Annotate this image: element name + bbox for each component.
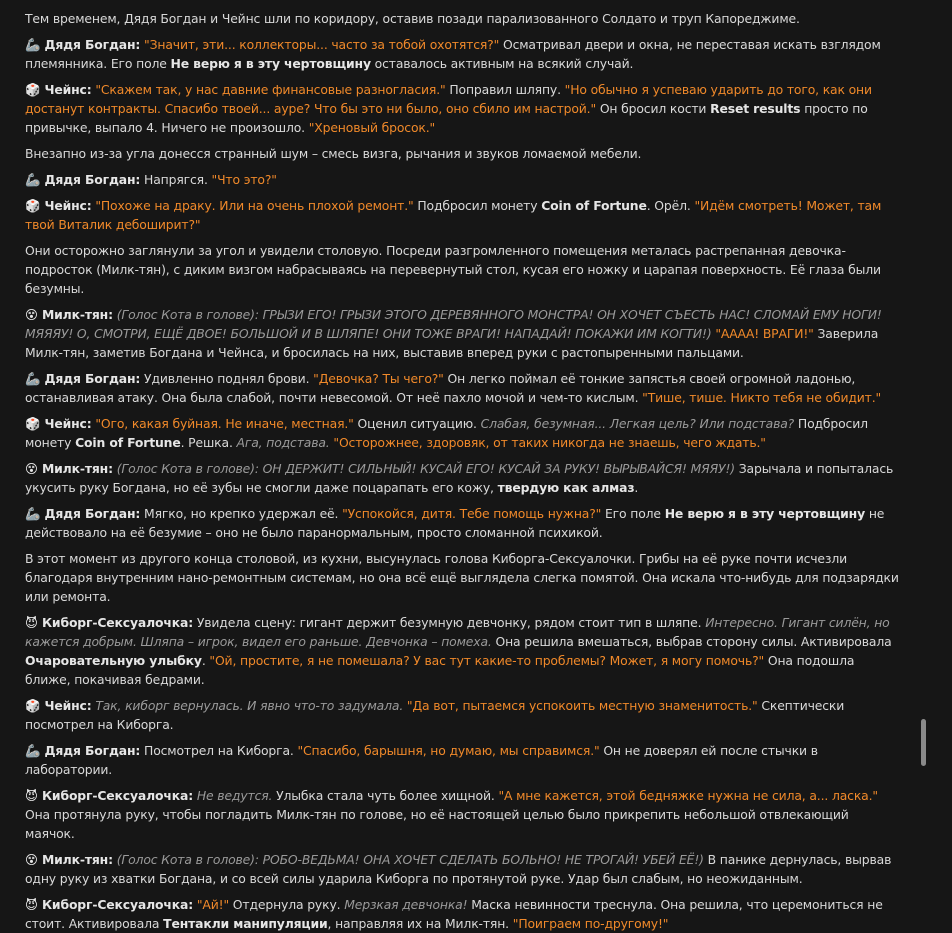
dialogue-quote: "Ого, какая буйная. Не иначе, местная." bbox=[95, 416, 354, 431]
speaker-emoji-icon: 🎲 bbox=[25, 416, 45, 431]
bold-text: Дядя Богдан: bbox=[44, 172, 141, 187]
story-paragraph bbox=[25, 696, 899, 734]
thought-text: Так, киборг вернулась. И явно что-то задумала. bbox=[95, 698, 404, 713]
speaker-emoji-icon: 🦾 bbox=[25, 506, 45, 521]
story-paragraph bbox=[25, 35, 899, 73]
bold-text: Милк-тян: bbox=[41, 307, 113, 322]
narration-text: Подбросил монету bbox=[25, 416, 868, 450]
speaker-emoji-icon: 😈 bbox=[25, 897, 42, 912]
bold-text: Киборг-Сексуалочка: bbox=[41, 897, 194, 912]
narration-text: Отдернула руку. bbox=[229, 897, 345, 912]
narration-text: Подбросил монету bbox=[413, 198, 542, 213]
story-paragraph bbox=[25, 241, 899, 298]
bold-text: твердую как алмаз bbox=[497, 480, 635, 495]
narration-text: Тем временем, Дядя Богдан и Чейнс шли по коридору, оставив позади парализованного Солдато и труп Капореджиме. bbox=[25, 11, 800, 26]
narration-text: не действовало на её безумие – оно не было паранормальным, просто сломанной психикой. bbox=[25, 506, 885, 540]
dialogue-quote: "Поиграем по-другому!" bbox=[512, 916, 669, 931]
bold-text: Милк-тян: bbox=[41, 852, 113, 867]
narration-text: Улыбка стала чуть более хищной. bbox=[272, 788, 499, 803]
dialogue-quote: "Ой, простите, я не помешала? У вас тут какие-то проблемы? Может, я могу помочь?" bbox=[209, 653, 765, 668]
dialogue-quote: "Но обычно я успеваю ударить до того, как они достанут контракты. Спасибо твоей... ауре? Что бы это ни было, оно сбило им настрой." bbox=[25, 82, 872, 116]
bold-text: Киборг-Сексуалочка: bbox=[41, 615, 194, 630]
bold-text: Не верю я в эту чертовщину bbox=[170, 56, 371, 71]
narration-text: , направляя их на Милк-тян. bbox=[327, 916, 513, 931]
speaker-emoji-icon: 🎲 bbox=[25, 198, 45, 213]
speaker-emoji-icon: 😈 bbox=[25, 788, 42, 803]
narration-text: . Решка. bbox=[180, 435, 237, 450]
speaker-emoji-icon: 🦾 bbox=[25, 743, 45, 758]
thought-text: (Голос Кота в голове): РОБО-ВЕДЬМА! ОНА ХОЧЕТ СДЕЛАТЬ БОЛЬНО! НЕ ТРОГАЙ! УБЕЙ ЕЁ!) bbox=[116, 852, 704, 867]
dialogue-quote: "Тише, тише. Никто тебя не обидит." bbox=[642, 390, 882, 405]
thought-text: Не ведутся. bbox=[196, 788, 273, 803]
speaker-emoji-icon: 🎲 bbox=[25, 698, 45, 713]
bold-text: Дядя Богдан: bbox=[44, 743, 141, 758]
bold-text: Киборг-Сексуалочка: bbox=[41, 788, 194, 803]
speaker-emoji-icon: 🦾 bbox=[25, 172, 45, 187]
story-paragraph bbox=[25, 144, 899, 163]
chat-message-text bbox=[25, 9, 899, 931]
narration-text: Удивленно поднял брови. bbox=[140, 371, 314, 386]
dialogue-quote: "Скажем так, у нас давние финансовые разногласия." bbox=[95, 82, 446, 97]
narration-text: . bbox=[634, 480, 639, 495]
story-paragraph bbox=[25, 170, 899, 189]
story-paragraph bbox=[25, 305, 899, 362]
dialogue-quote: "Значит, эти... коллекторы... часто за тобой охотятся?" bbox=[144, 37, 500, 52]
narration-text: Она протянула руку, чтобы погладить Милк-тян по голове, но её настоящей целью было прикрепить небольшой отвлекающий маячок. bbox=[25, 807, 849, 841]
narration-text: Поправил шляпу. bbox=[445, 82, 565, 97]
story-paragraph bbox=[25, 741, 899, 779]
narration-text: Она решила вмешаться, выбрав сторону силы. Активировала bbox=[491, 634, 892, 649]
narration-text: Скептически посмотрел на Киборга. bbox=[25, 698, 845, 732]
dialogue-quote: "Девочка? Ты чего?" bbox=[313, 371, 444, 386]
story-paragraph bbox=[25, 613, 899, 689]
bold-text: Чейнс: bbox=[44, 416, 92, 431]
narration-text: Увидела сцену: гигант держит безумную девчонку, рядом стоит тип в шляпе. bbox=[193, 615, 706, 630]
dialogue-quote: "Спасибо, барышня, но думаю, мы справимся." bbox=[297, 743, 600, 758]
dialogue-quote: "Успокойся, дитя. Тебе помощь нужна?" bbox=[342, 506, 602, 521]
narration-text: Зарычала и попыталась укусить руку Богдана, но её зубы не смогли даже поцарапать его кожу, bbox=[25, 461, 894, 495]
story-paragraph bbox=[25, 504, 899, 542]
bold-text: Чейнс: bbox=[44, 82, 92, 97]
narration-text: . Орёл. bbox=[646, 198, 695, 213]
speaker-emoji-icon: 😵 bbox=[25, 307, 42, 322]
narration-text: Заверила Милк-тян, заметив Богдана и Чейнса, и бросилась на них, выставив вперед руки с растопыренными пальцами. bbox=[25, 326, 879, 360]
thought-text: Мерзкая девчонка! bbox=[344, 897, 468, 912]
narration-text: Внезапно из-за угла донесся странный шум – смесь визга, рычания и звуков ломаемой мебели. bbox=[25, 146, 642, 161]
speaker-emoji-icon: 😵 bbox=[25, 852, 42, 867]
story-paragraph bbox=[25, 414, 899, 452]
thought-text: (Голос Кота в голове): ГРЫЗИ ЕГО! ГРЫЗИ ЭТОГО ДЕРЕВЯННОГО МОНСТРА! ОН ХОЧЕТ СЪЕСТЬ НАС! СЛОМАЙ ЕМУ НОГИ! МЯЯЯУ! О, СМОТРИ, ЕЩЁ ДВОЕ! БОЛЬШОЙ И В ШЛЯПЕ! ОНИ ТОЖЕ ВРАГИ! НАПАДАЙ! ПОКАЖИ ИМ КОГТИ!) bbox=[25, 307, 882, 341]
narration-text: Они осторожно заглянули за угол и увидели столовую. Посреди разгромленного помещения металась растрепанная девочка-подросток (Милк-тян), с диким визгом набрасываясь на перевернутый стол, кусая его ножку и царапая поверхность. Её глаза были безумны. bbox=[25, 243, 881, 296]
bold-text: Тентакли манипуляции bbox=[163, 916, 328, 931]
dialogue-quote: "Да вот, пытаемся успокоить местную знаменитость." bbox=[406, 698, 758, 713]
dialogue-quote: "Хреновый бросок." bbox=[308, 120, 436, 135]
narration-text: Маска невинности треснула. Она решила, что церемониться не стоит. Активировала bbox=[25, 897, 883, 931]
bold-text: Очаровательную улыбку bbox=[25, 653, 202, 668]
bold-text: Coin of Fortune bbox=[541, 198, 647, 213]
bold-text: Дядя Богдан: bbox=[44, 37, 141, 52]
narration-text: В этот момент из другого конца столовой, из кухни, высунулась голова Киборга-Сексуалочки. Грибы на её руке почти исчезли благодаря внутренним нано-ремонтным системам, но она всё ещё выглядела слегка помятой. Она искала что-нибудь для подзарядки или ремонта. bbox=[25, 551, 899, 604]
narration-text: Оценил ситуацию. bbox=[353, 416, 481, 431]
bold-text: Coin of Fortune bbox=[75, 435, 181, 450]
narration-text: Она подошла ближе, покачивая бедрами. bbox=[25, 653, 855, 687]
speaker-emoji-icon: 😵 bbox=[25, 461, 42, 476]
story-paragraph bbox=[25, 895, 899, 933]
story-paragraph bbox=[25, 459, 899, 497]
bold-text: Чейнс: bbox=[44, 698, 92, 713]
thought-text: Слабая, безумная... Легкая цель? Или подстава? bbox=[480, 416, 795, 431]
scrollbar-thumb[interactable] bbox=[921, 719, 926, 766]
narration-text: просто по привычке, выпало 4. Ничего не произошло. bbox=[25, 101, 868, 135]
bold-text: Reset results bbox=[710, 101, 801, 116]
speaker-emoji-icon: 🦾 bbox=[25, 37, 45, 52]
scrollbar[interactable] bbox=[918, 0, 932, 844]
narration-text: Он не доверял ей после стычки в лаборатории. bbox=[25, 743, 818, 777]
thought-text: Ага, подстава. bbox=[236, 435, 330, 450]
narration-text: Посмотрел на Киборга. bbox=[140, 743, 298, 758]
bold-text: Не верю я в эту чертовщину bbox=[664, 506, 866, 521]
narration-text: оставалось активным на всякий случай. bbox=[370, 56, 634, 71]
speaker-emoji-icon: 🎲 bbox=[25, 82, 45, 97]
story-paragraph bbox=[25, 196, 899, 234]
story-paragraph bbox=[25, 786, 899, 843]
narration-text: Мягко, но крепко удержал её. bbox=[140, 506, 343, 521]
narration-text: Его поле bbox=[601, 506, 665, 521]
narration-text: В панике дернулась, вырвав одну руку из хватки Богдана, и со всей силы ударила Киборга по протянутой руке. Удар был слабым, но неожиданным. bbox=[25, 852, 892, 886]
thought-text: Интересно. Гигант силён, но кажется добрым. Шляпа – игрок, видел его раньше. Девчонка – помеха. bbox=[25, 615, 890, 649]
dialogue-quote: "Ай!" bbox=[196, 897, 230, 912]
bold-text: Дядя Богдан: bbox=[44, 506, 141, 521]
speaker-emoji-icon: 😈 bbox=[25, 615, 42, 630]
dialogue-quote: "А мне кажется, этой бедняжке нужна не сила, а... ласка." bbox=[498, 788, 878, 803]
narration-text: Напрягся. bbox=[140, 172, 212, 187]
narration-text: Осматривал двери и окна, не переставая искать взглядом племянника. Его поле bbox=[25, 37, 881, 71]
bold-text: Дядя Богдан: bbox=[44, 371, 141, 386]
dialogue-quote: "АААА! ВРАГИ!" bbox=[715, 326, 814, 341]
dialogue-quote: "Идём смотреть! Может, там твой Виталик дебоширит?" bbox=[25, 198, 882, 232]
dialogue-quote: "Осторожнее, здоровяк, от таких никогда не знаешь, чего ждать." bbox=[333, 435, 766, 450]
bold-text: Милк-тян: bbox=[41, 461, 113, 476]
story-paragraph bbox=[25, 9, 899, 28]
speaker-emoji-icon: 🦾 bbox=[25, 371, 45, 386]
dialogue-quote: "Похоже на драку. Или на очень плохой ремонт." bbox=[95, 198, 414, 213]
thought-text: (Голос Кота в голове): ОН ДЕРЖИТ! СИЛЬНЫЙ! КУСАЙ ЕГО! КУСАЙ ЗА РУКУ! ВЫРЫВАЙСЯ! МЯЯУ!) bbox=[116, 461, 735, 476]
story-paragraph bbox=[25, 549, 899, 606]
story-paragraph bbox=[25, 369, 899, 407]
bold-text: Чейнс: bbox=[44, 198, 92, 213]
narration-text: Он легко поймал её тонкие запястья своей огромной ладонью, останавливая атаку. Она была слабой, почти невесомой. От неё пахло мочой и чем-то кислым. bbox=[25, 371, 856, 405]
narration-text: Он бросил кости bbox=[596, 101, 711, 116]
narration-text: . bbox=[201, 653, 210, 668]
story-paragraph bbox=[25, 80, 899, 137]
dialogue-quote: "Что это?" bbox=[211, 172, 277, 187]
story-paragraph bbox=[25, 850, 899, 888]
